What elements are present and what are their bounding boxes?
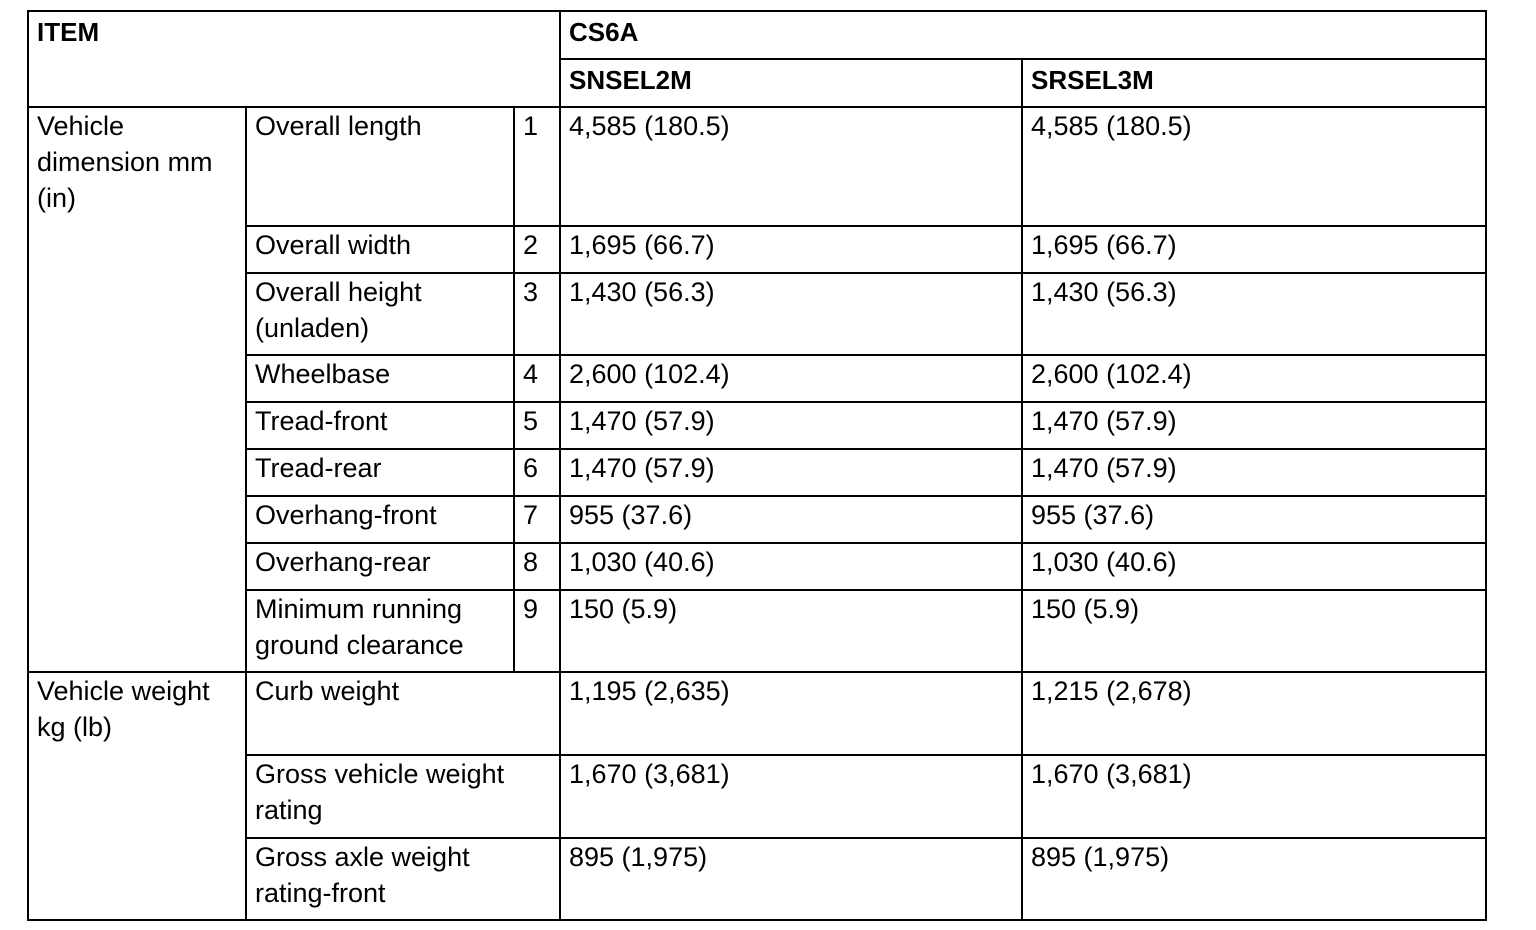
- item-header: ITEM: [28, 11, 560, 107]
- item-number: 2: [514, 226, 560, 273]
- variant-1-value: 1,470 (57.9): [560, 449, 1022, 496]
- variant-2-value: 1,470 (57.9): [1022, 402, 1486, 449]
- specifications-table: [27, 10, 1487, 921]
- variant-2-value: 1,470 (57.9): [1022, 449, 1486, 496]
- table-row: [28, 355, 1486, 402]
- variant-2-value: 955 (37.6): [1022, 496, 1486, 543]
- table-row: [28, 449, 1486, 496]
- table-row: [28, 226, 1486, 273]
- item-number: 1: [514, 107, 560, 226]
- item-label: Wheelbase: [246, 355, 514, 402]
- item-number: 5: [514, 402, 560, 449]
- item-label: Overhang-rear: [246, 543, 514, 590]
- variant-2-value: 4,585 (180.5): [1022, 107, 1486, 226]
- header-row-model: [28, 11, 1486, 59]
- variant-2-value: 1,430 (56.3): [1022, 273, 1486, 355]
- table-row: [28, 402, 1486, 449]
- item-label: Overall width: [246, 226, 514, 273]
- variant-1-value: 955 (37.6): [560, 496, 1022, 543]
- item-number: 7: [514, 496, 560, 543]
- item-label: Curb weight: [246, 672, 560, 755]
- table-row: [28, 107, 1486, 226]
- item-label: Overall length: [246, 107, 514, 226]
- variant-1-value: 2,600 (102.4): [560, 355, 1022, 402]
- variant-1-value: 1,470 (57.9): [560, 402, 1022, 449]
- item-label: Tread-rear: [246, 449, 514, 496]
- table-row: [28, 838, 1486, 920]
- variant-2-header: SRSEL3M: [1022, 59, 1486, 107]
- variant-1-value: 1,195 (2,635): [560, 672, 1022, 755]
- variant-2-value: 150 (5.9): [1022, 590, 1486, 672]
- variant-1-value: 1,695 (66.7): [560, 226, 1022, 273]
- variant-1-value: 1,430 (56.3): [560, 273, 1022, 355]
- table-row: [28, 273, 1486, 355]
- item-number: 9: [514, 590, 560, 672]
- item-label: Tread-front: [246, 402, 514, 449]
- variant-1-value: 1,670 (3,681): [560, 755, 1022, 838]
- item-label: Minimum running ground clearance: [246, 590, 514, 672]
- variant-1-header: SNSEL2M: [560, 59, 1022, 107]
- item-number: 8: [514, 543, 560, 590]
- item-number: 6: [514, 449, 560, 496]
- item-label: Overall height (unladen): [246, 273, 514, 355]
- variant-2-value: 1,030 (40.6): [1022, 543, 1486, 590]
- table-row: [28, 590, 1486, 672]
- variant-1-value: 895 (1,975): [560, 838, 1022, 920]
- item-number: 4: [514, 355, 560, 402]
- item-label: Gross vehicle weight rating: [246, 755, 560, 838]
- variant-2-value: 895 (1,975): [1022, 838, 1486, 920]
- variant-1-value: 150 (5.9): [560, 590, 1022, 672]
- item-number: 3: [514, 273, 560, 355]
- variant-2-value: 1,215 (2,678): [1022, 672, 1486, 755]
- variant-1-value: 1,030 (40.6): [560, 543, 1022, 590]
- variant-2-value: 1,670 (3,681): [1022, 755, 1486, 838]
- model-header: CS6A: [560, 11, 1486, 59]
- table-row: [28, 496, 1486, 543]
- item-label: Gross axle weight rating-front: [246, 838, 560, 920]
- variant-2-value: 1,695 (66.7): [1022, 226, 1486, 273]
- table-row: [28, 543, 1486, 590]
- table-row: [28, 672, 1486, 755]
- item-label: Overhang-front: [246, 496, 514, 543]
- weight-group-label: Vehicle weight kg (lb): [28, 672, 246, 920]
- variant-2-value: 2,600 (102.4): [1022, 355, 1486, 402]
- table-row: [28, 755, 1486, 838]
- dimension-group-label: Vehicle dimension mm (in): [28, 107, 246, 672]
- variant-1-value: 4,585 (180.5): [560, 107, 1022, 226]
